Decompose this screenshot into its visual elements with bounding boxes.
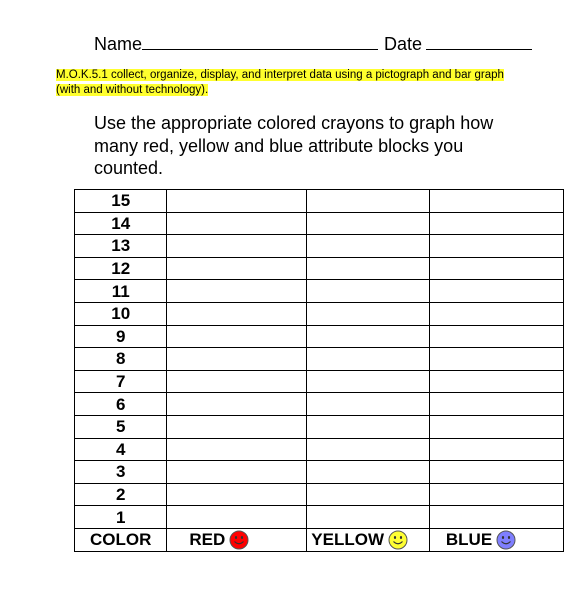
graph-cell-red[interactable] [167,212,307,235]
graph-cell-yellow[interactable] [307,325,430,348]
graph-row [75,506,564,529]
row-number: 2 [75,483,167,506]
graph-cell-yellow[interactable] [307,438,430,461]
instructions: Use the appropriate colored crayons to graph how many red, yellow and blue attribute blocks you counted. [94,113,494,178]
column-header-yellow [307,528,430,551]
column-label: BLUE [445,529,493,549]
graph-cell-yellow[interactable] [307,415,430,438]
graph-cell-red[interactable] [167,506,307,529]
graph-row [75,190,564,213]
graph-row [75,280,564,303]
bar-graph-table [74,189,564,552]
graph-cell-yellow[interactable] [307,461,430,484]
graph-cell-blue[interactable] [429,280,563,303]
graph-row [75,348,564,371]
graph-row [75,235,564,258]
date-label: Date [384,34,423,54]
graph-cell-yellow[interactable] [307,257,430,280]
graph-cell-red[interactable] [167,280,307,303]
graph-row [75,212,564,235]
blue-smiley-face-icon [496,530,516,550]
graph-cell-blue[interactable] [429,483,563,506]
graph-row [75,325,564,348]
row-number: 14 [75,212,167,235]
graph-cell-blue[interactable] [429,212,563,235]
row-number: 6 [75,393,167,416]
graph-cell-yellow[interactable] [307,348,430,371]
graph-row [75,257,564,280]
graph-cell-red[interactable] [167,438,307,461]
name-date-line [94,34,532,55]
graph-cell-blue[interactable] [429,302,563,325]
row-number: 1 [75,506,167,529]
red-smiley-face-icon [229,530,249,550]
graph-cell-yellow[interactable] [307,212,430,235]
graph-cell-yellow[interactable] [307,280,430,303]
graph-row [75,461,564,484]
graph-row [75,393,564,416]
row-number: 5 [75,415,167,438]
column-header-red [167,528,307,551]
row-number: 7 [75,370,167,393]
graph-cell-blue[interactable] [429,348,563,371]
graph-cell-yellow[interactable] [307,190,430,213]
graph-cell-red[interactable] [167,235,307,258]
row-number: 3 [75,461,167,484]
name-label: Name [94,34,143,54]
column-header-blue [429,528,563,551]
column-label: YELLOW [311,529,385,549]
graph-body [75,190,564,552]
graph-row [75,438,564,461]
graph-cell-blue[interactable] [429,325,563,348]
graph-cell-yellow[interactable] [307,393,430,416]
name-blank[interactable] [142,35,378,50]
graph-cell-yellow[interactable] [307,302,430,325]
graph-cell-yellow[interactable] [307,483,430,506]
graph-cell-blue[interactable] [429,257,563,280]
yellow-smiley-face-icon [388,530,408,550]
graph-row [75,370,564,393]
graph-cell-red[interactable] [167,302,307,325]
graph-cell-red[interactable] [167,393,307,416]
graph-cell-red[interactable] [167,348,307,371]
graph-row [75,302,564,325]
row-number: 10 [75,302,167,325]
standard-text [56,68,530,98]
graph-cell-blue[interactable] [429,235,563,258]
graph-cell-yellow[interactable] [307,370,430,393]
graph-cell-blue[interactable] [429,415,563,438]
graph-row [75,415,564,438]
row-number: 11 [75,280,167,303]
row-number: 9 [75,325,167,348]
graph-cell-red[interactable] [167,190,307,213]
date-blank[interactable] [426,35,532,50]
row-number: 12 [75,257,167,280]
row-number: 8 [75,348,167,371]
graph-cell-yellow[interactable] [307,235,430,258]
graph-cell-blue[interactable] [429,370,563,393]
graph-cell-yellow[interactable] [307,506,430,529]
color-header: COLOR [75,528,167,551]
graph-cell-red[interactable] [167,483,307,506]
row-number: 13 [75,235,167,258]
graph-cell-blue[interactable] [429,438,563,461]
graph-cell-red[interactable] [167,325,307,348]
standard-highlight: M.O.K.5.1 collect, organize, display, and interpret data using a pictograph and bar graph (with and without technology). [56,69,504,96]
graph-row [75,483,564,506]
graph-cell-red[interactable] [167,461,307,484]
graph-cell-red[interactable] [167,415,307,438]
graph-cell-blue[interactable] [429,393,563,416]
row-number: 15 [75,190,167,213]
graph-cell-blue[interactable] [429,506,563,529]
column-label: RED [189,529,226,549]
row-number: 4 [75,438,167,461]
graph-cell-blue[interactable] [429,190,563,213]
graph-cell-red[interactable] [167,257,307,280]
graph-cell-red[interactable] [167,370,307,393]
graph-cell-blue[interactable] [429,461,563,484]
color-label-row [75,528,564,551]
